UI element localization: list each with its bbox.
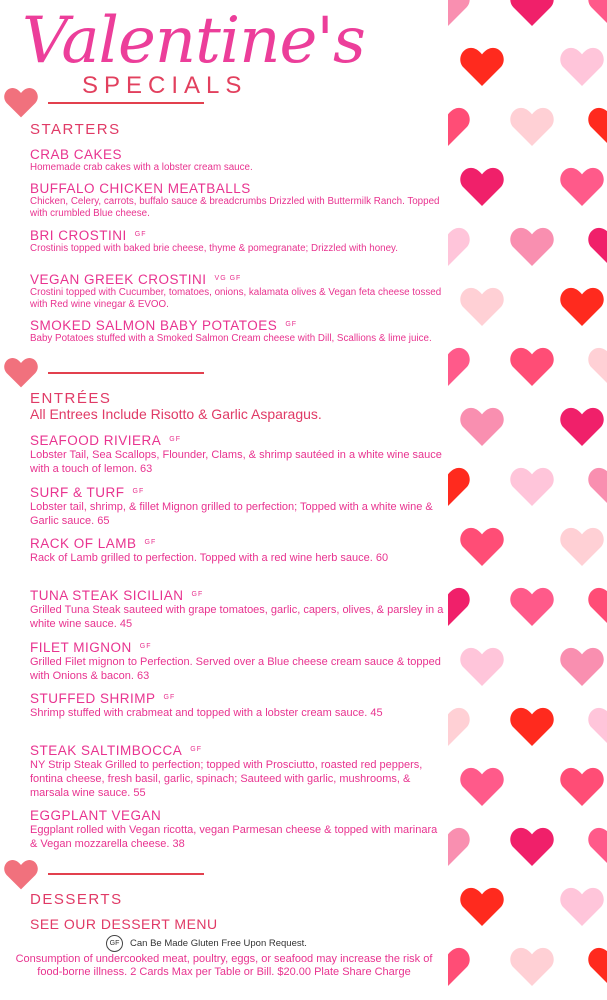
- heart-icon: [560, 166, 604, 206]
- heart-icon: [460, 46, 504, 86]
- dietary-tag: GF: [163, 694, 176, 701]
- item-name: EGGPLANT VEGAN: [30, 808, 162, 823]
- dietary-tag: GF: [285, 321, 298, 328]
- item-description: Lobster tail, shrimp, & fillet Mignon grilled to perfection; Topped with a white wine & Garlic sauce. 65: [30, 501, 433, 527]
- divider: [48, 102, 204, 104]
- heart-icon: [560, 886, 604, 926]
- heart-icon: [448, 586, 470, 626]
- entrees-note: All Entrees Include Risotto & Garlic Asparagus.: [30, 406, 322, 422]
- menu-item: [30, 181, 445, 220]
- heart-icon: [460, 166, 504, 206]
- dietary-tag: GF: [132, 488, 145, 495]
- item-name: STUFFED SHRIMP: [30, 691, 156, 706]
- menu-item: [30, 639, 445, 683]
- gf-note-text: Can Be Made Gluten Free Upon Request.: [130, 938, 307, 949]
- item-name: STEAK SALTIMBOCCA: [30, 743, 183, 758]
- heart-icon: [460, 646, 504, 686]
- item-description: Rack of Lamb grilled to perfection. Topped with a red wine herb sauce. 60: [30, 552, 389, 564]
- item-name: BUFFALO CHICKEN MEATBALLS: [30, 181, 251, 196]
- heart-icon: [448, 826, 470, 866]
- menu-subtitle: SPECIALS: [82, 72, 248, 99]
- heart-icon: [510, 106, 554, 146]
- item-name: VEGAN GREEK CROSTINI: [30, 272, 207, 287]
- gf-badge-icon: GF: [106, 935, 123, 952]
- heart-icon: [448, 466, 470, 506]
- heart-icon: [460, 406, 504, 446]
- item-description: Lobster Tail, Sea Scallops, Flounder, Clams, & shrimp sautéed in a white wine sauce with a touch of lemon. 63: [30, 449, 442, 475]
- heart-icon: [588, 226, 607, 266]
- dietary-tag: GF: [134, 231, 147, 238]
- item-name: BRI CROSTINI: [30, 228, 127, 243]
- menu-item: [30, 484, 445, 528]
- item-description: Baby Potatoes stuffed with a Smoked Salmon Cream cheese with Dill, Scallions & lime juice.: [30, 333, 432, 344]
- item-name: TUNA STEAK SICILIAN: [30, 588, 184, 603]
- heart-icon: [510, 466, 554, 506]
- heart-icon: [448, 106, 470, 146]
- heart-pattern: [448, 0, 607, 1000]
- dietary-tag: GF: [144, 539, 157, 546]
- divider: [48, 873, 204, 875]
- item-name: SURF & TURF: [30, 485, 125, 500]
- menu-item: [30, 271, 445, 311]
- item-description: Chicken, Celery, carrots, buffalo sauce & breadcrumbs Drizzled with Buttermilk Ranch. Topped with crumbled Blue cheese.: [30, 196, 440, 219]
- section-heading-entrees: ENTRÉES: [30, 390, 112, 407]
- menu-item: [30, 587, 445, 631]
- heart-icon: [4, 84, 38, 120]
- heart-icon: [560, 46, 604, 86]
- menu-item: [30, 742, 445, 800]
- heart-icon: [588, 826, 607, 866]
- item-name: FILET MIGNON: [30, 640, 132, 655]
- menu-item: [30, 808, 445, 851]
- item-name: SMOKED SALMON BABY POTATOES: [30, 318, 278, 333]
- heart-icon: [510, 226, 554, 266]
- item-description: Shrimp stuffed with crabmeat and topped with a lobster cream sauce. 45: [30, 707, 383, 719]
- menu-item: [30, 535, 445, 565]
- heart-icon: [460, 526, 504, 566]
- food-safety-disclaimer: Consumption of undercooked meat, poultry, eggs, or seafood may increase the risk of food-borne illness. 2 Cards Max per Table or Bill. $20.00 Plate Share Charge: [15, 953, 433, 978]
- dietary-tag: VG GF: [214, 275, 242, 282]
- heart-icon: [588, 946, 607, 986]
- heart-icon: [510, 0, 554, 26]
- heart-icon: [4, 856, 38, 892]
- heart-icon: [560, 526, 604, 566]
- menu-title: Valentine's: [22, 4, 365, 78]
- heart-icon: [460, 286, 504, 326]
- heart-icon: [588, 106, 607, 146]
- heart-icon: [560, 646, 604, 686]
- dietary-tag: GF: [169, 436, 182, 443]
- item-description: Grilled Filet mignon to Perfection. Served over a Blue cheese cream sauce & topped with Onions & bacon. 63: [30, 656, 441, 682]
- menu-item: [30, 227, 445, 255]
- heart-icon: [588, 346, 607, 386]
- item-name: SEAFOOD RIVIERA: [30, 433, 162, 448]
- menu-item: [30, 147, 445, 174]
- heart-icon: [510, 826, 554, 866]
- item-description: Crostini topped with Cucumber, tomatoes, onions, kalamata olives & Vegan feta cheese tossed with Red wine vinegar & EVOO.: [30, 287, 442, 310]
- item-description: NY Strip Steak Grilled to perfection; topped with Prosciutto, roasted red peppers, fontina cheese, fresh basil, garlic, spinach; Sauteed with garlic, mushrooms, & marsala wine sauce. 55: [30, 759, 423, 799]
- item-name: CRAB CAKES: [30, 147, 123, 162]
- heart-icon: [560, 286, 604, 326]
- item-description: Grilled Tuna Steak sauteed with grape tomatoes, garlic, capers, olives, & parsley in a white wine sauce. 45: [30, 604, 444, 630]
- heart-icon: [560, 766, 604, 806]
- heart-icon: [448, 706, 470, 746]
- heart-icon: [588, 586, 607, 626]
- heart-icon: [588, 0, 607, 26]
- menu-item: [30, 432, 445, 476]
- item-description: Homemade crab cakes with a lobster cream sauce.: [30, 162, 253, 173]
- heart-icon: [510, 586, 554, 626]
- heart-icon: [448, 946, 470, 986]
- dietary-tag: GF: [191, 591, 204, 598]
- heart-icon: [510, 706, 554, 746]
- dietary-tag: GF: [190, 746, 203, 753]
- heart-icon: [588, 466, 607, 506]
- heart-icon: [510, 946, 554, 986]
- heart-icon: [460, 886, 504, 926]
- heart-icon: [560, 406, 604, 446]
- heart-icon: [448, 226, 470, 266]
- heart-icon: [448, 346, 470, 386]
- heart-icon: [588, 706, 607, 746]
- section-heading-desserts: DESSERTS: [30, 891, 123, 908]
- heart-icon: [448, 0, 470, 26]
- item-description: Crostinis topped with baked brie cheese, thyme & pomegranate; Drizzled with honey.: [30, 243, 398, 254]
- gluten-free-note: [106, 935, 307, 952]
- heart-icon: [510, 346, 554, 386]
- divider: [48, 372, 204, 374]
- menu-item: [30, 317, 445, 345]
- dietary-tag: GF: [139, 643, 152, 650]
- heart-icon: [4, 354, 38, 390]
- item-name: RACK OF LAMB: [30, 536, 137, 551]
- menu-item: [30, 690, 445, 720]
- section-heading-starters: STARTERS: [30, 121, 121, 138]
- heart-icon: [460, 766, 504, 806]
- dessert-menu-note: SEE OUR DESSERT MENU: [30, 916, 218, 932]
- item-description: Eggplant rolled with Vegan ricotta, vegan Parmesan cheese & topped with marinara & Vegan mozzarella cheese. 38: [30, 824, 438, 850]
